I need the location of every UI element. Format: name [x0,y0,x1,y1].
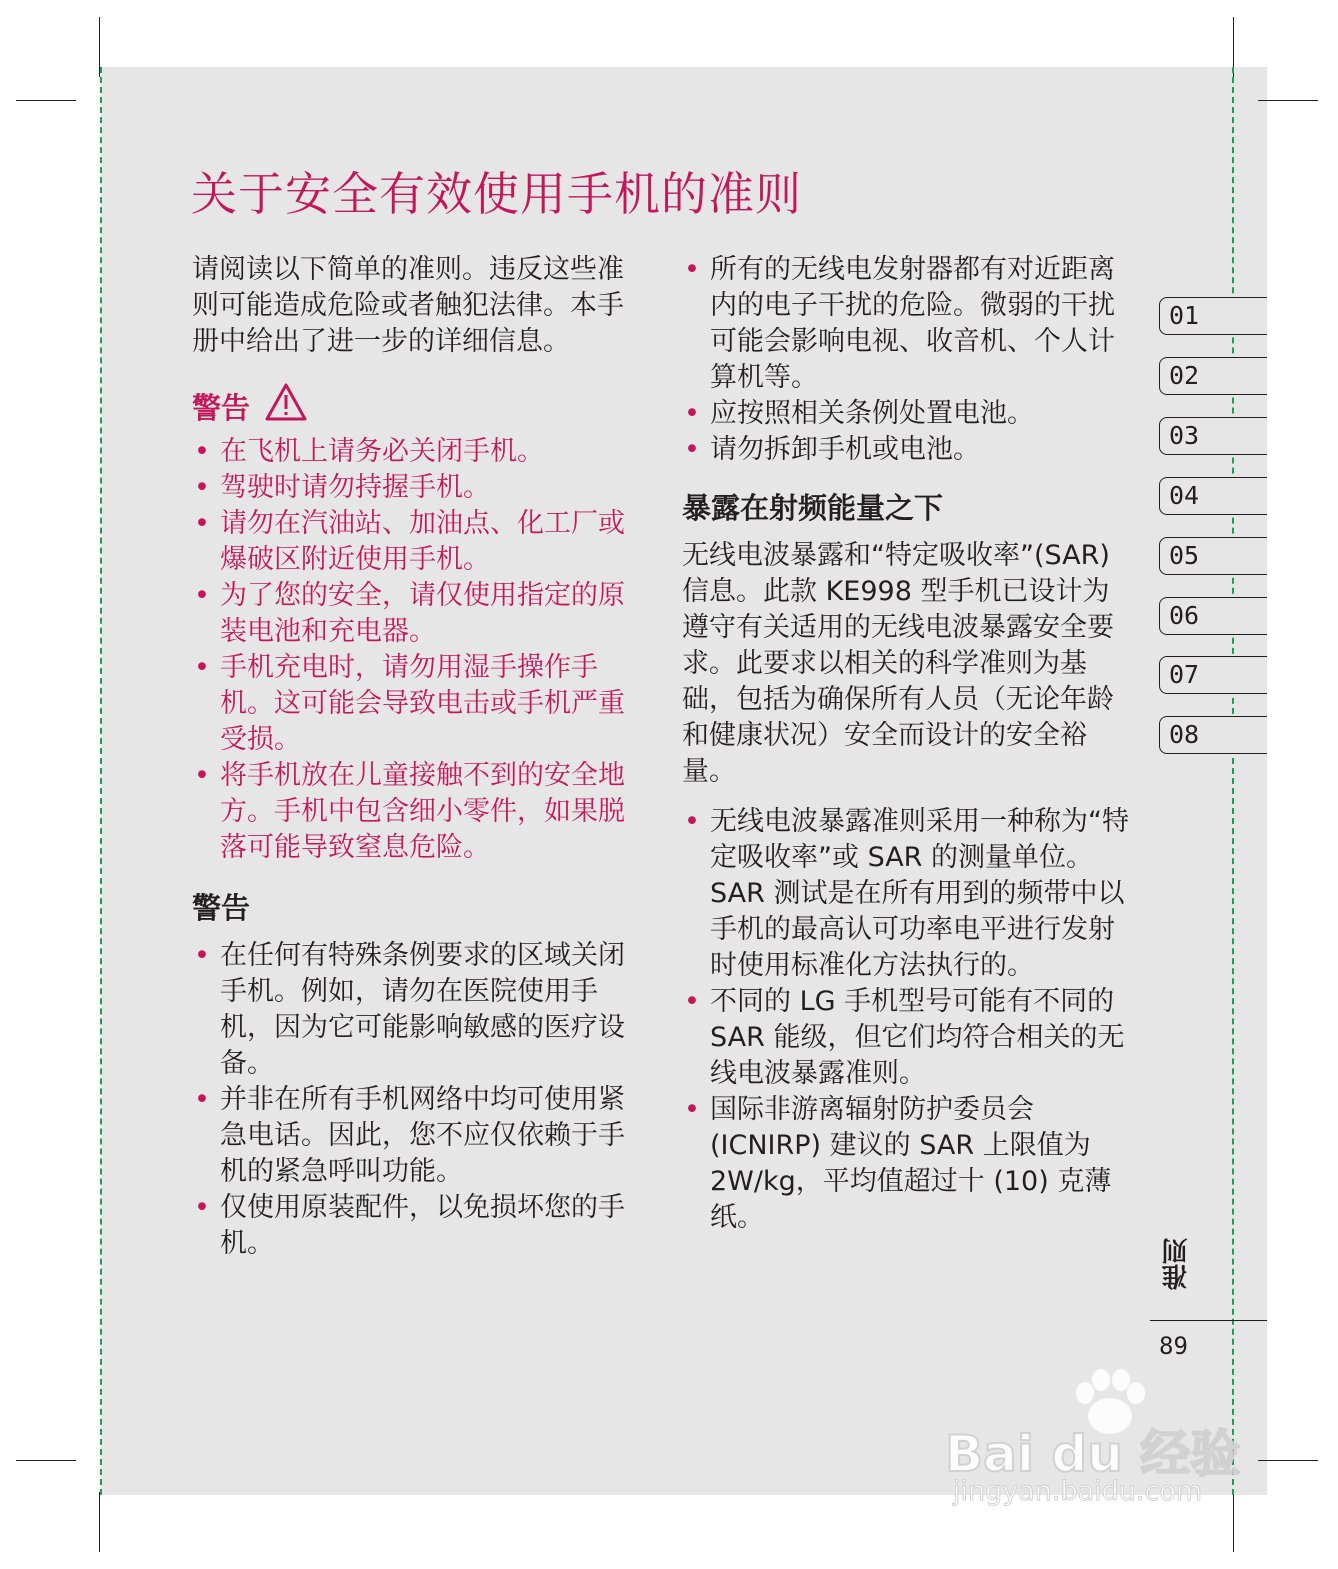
tab-08[interactable]: 08 [1159,716,1267,754]
watermark-url: jingyan.baidu.com [953,1476,1203,1507]
list-item: • 应按照相关条例处置电池。 [684,398,1034,429]
page-title: 关于安全有效使用手机的准则 [191,167,802,221]
list-item: • 为了您的安全，请仅使用指定的原装电池和充电器。 [194,580,625,647]
watermark-logo: Bai du 经验 [945,1425,1241,1483]
list-item: • 在飞机上请务必关闭手机。 [194,436,544,467]
warning-list-1 [192,434,642,866]
list-item: • 手机充电时，请勿用湿手操作手机。这可能会导致电击或手机严重受损。 [194,652,625,755]
warning-heading-1 [192,382,642,428]
list-item: • 仅使用原装配件，以免损坏您的手机。 [194,1192,625,1259]
rf-exposure-heading: 暴露在射频能量之下 [682,491,944,525]
crop-mark-bottom-right-v [1233,1492,1234,1552]
list-item: • 将手机放在儿童接触不到的安全地方。手机中包含细小零件，如果脱落可能导致窒息危险。 [194,760,625,863]
rf-list [682,804,1130,1236]
intro-paragraph: 请阅读以下简单的准则。违反这些准则可能造成危险或者触犯法律。本手册中给出了进一步的详细信息。 [192,254,624,357]
tab-05[interactable]: 05 [1159,537,1267,575]
warning-list-2 [192,938,642,1262]
rf-intro-paragraph: 无线电波暴露和“特定吸收率”(SAR) 信息。此款 KE998 型手机已设计为遵守有关适用的无线电波暴露安全要求。此要求以相关的科学准则为基础，包括为确保所有人员（无论年龄和健康状况）安全而设计的安全裕量。 [682,540,1114,787]
crop-mark-top-right-h [1258,100,1318,101]
crop-mark-bottom-left-h [16,1460,76,1461]
list-item: • 请勿拆卸手机或电池。 [684,434,980,465]
page-number: 89 [1159,1332,1188,1360]
warning-heading-1-text: 警告 [192,391,251,425]
warning-heading-2: 警告 [192,891,251,925]
right-column [682,252,1130,1236]
list-item: • 国际非游离辐射防护委员会 (ICNIRP) 建议的 SAR 上限值为 2W/kg，平均值超过十 (10) 克薄纸。 [684,1094,1112,1233]
list-item: • 不同的 LG 手机型号可能有不同的 SAR 能级，但它们均符合相关的无线电波暴露准则。 [684,986,1125,1089]
tab-02[interactable]: 02 [1159,357,1267,395]
list-item: • 所有的无线电发射器都有对近距离内的电子干扰的危险。微弱的干扰可能会影响电视、收音机、个人计算机等。 [684,254,1115,393]
list-item: • 驾驶时请勿持握手机。 [194,472,490,503]
warning-triangle-icon [264,382,308,422]
list-item: • 在任何有特殊条例要求的区域关闭手机。例如，请勿在医院使用手机，因为它可能影响敏感的医疗设备。 [194,940,625,1079]
section-side-label: 准则 [1162,1238,1192,1290]
tab-01[interactable]: 01 [1159,297,1267,335]
list-item: • 请勿在汽油站、加油点、化工厂或爆破区附近使用手机。 [194,508,625,575]
crop-mark-bottom-left-v [99,1492,100,1552]
left-dashed-guide [100,67,102,1495]
list-item: • 无线电波暴露准则采用一种称为“特定吸收率”或 SAR 的测量单位。SAR 测试是在所有用到的频带中以手机的最高认可功率电平进行发射时使用标准化方法执行的。 [684,806,1129,981]
page-number-rule [1150,1320,1267,1321]
tab-03[interactable]: 03 [1159,417,1267,455]
tab-04[interactable]: 04 [1159,477,1267,515]
left-column [192,252,642,1262]
right-dashed-guide [1232,67,1234,1495]
crop-mark-top-left-h [16,100,76,101]
general-list [682,252,1130,468]
tab-07[interactable]: 07 [1159,656,1267,694]
crop-mark-bottom-right-h [1258,1460,1318,1461]
list-item: • 并非在所有手机网络中均可使用紧急电话。因此，您不应仅依赖于手机的紧急呼叫功能。 [194,1084,625,1187]
tab-06[interactable]: 06 [1159,597,1267,635]
